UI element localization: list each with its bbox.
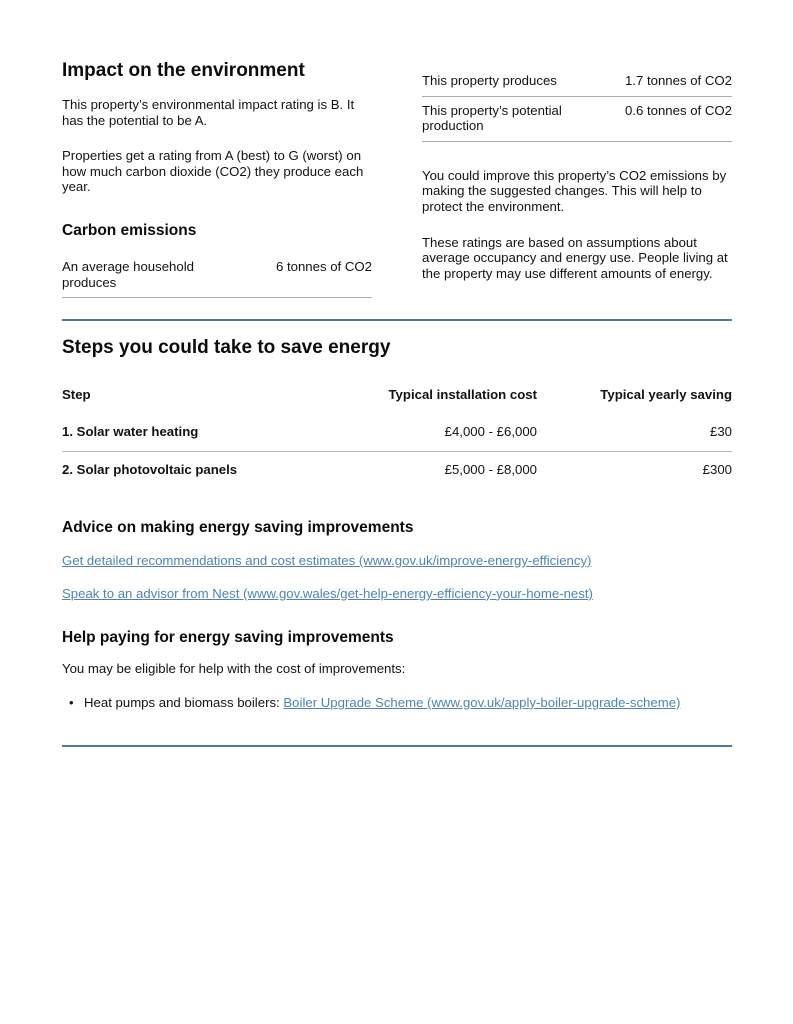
table-row — [422, 67, 732, 96]
environment-right-column — [422, 60, 732, 301]
environment-rating-explain-paragraph: Properties get a rating from A (best) to G (worst) on how much carbon dioxide (CO2) they produce each year. — [62, 148, 364, 195]
steps-column-header-saving: Typical yearly saving — [600, 387, 732, 403]
advice-title: Advice on making energy saving improvements — [62, 519, 414, 537]
table-row — [422, 96, 732, 141]
carbon-emissions-title: Carbon emissions — [62, 221, 197, 239]
nest-advisor-link[interactable]: Speak to an advisor from Nest (www.gov.wales/get-help-energy-efficiency-your-home-nest) — [62, 585, 593, 601]
help-item-prefix: Heat pumps and biomass boilers: — [84, 694, 284, 710]
step-saving: £300 — [702, 461, 732, 477]
step-name: 2. Solar photovoltaic panels — [62, 461, 238, 477]
bottom-divider-rule — [62, 745, 732, 747]
property-produces-label: This property produces — [422, 67, 597, 96]
help-intro-paragraph: You may be eligible for help with the cost of improvements: — [62, 661, 406, 677]
environment-title: Impact on the environment — [62, 60, 305, 81]
boiler-upgrade-scheme-link[interactable]: Boiler Upgrade Scheme (www.gov.uk/apply-boiler-upgrade-scheme) — [283, 694, 681, 710]
list-item — [69, 695, 732, 711]
property-potential-value: 0.6 tonnes of CO2 — [597, 96, 732, 141]
recommendations-link[interactable]: Get detailed recommendations and cost estimates (www.gov.uk/improve-energy-efficiency) — [62, 553, 592, 569]
section-divider-rule — [62, 319, 732, 321]
table-row — [62, 451, 732, 488]
step-saving: £30 — [537, 414, 732, 451]
average-household-value: 6 tonnes of CO2 — [237, 253, 372, 298]
bullet-icon: • — [69, 694, 74, 710]
average-household-label: An average household produces — [62, 253, 237, 298]
environment-section — [62, 60, 732, 301]
property-produces-value: 1.7 tonnes of CO2 — [597, 67, 732, 96]
advice-link-line — [62, 586, 732, 602]
help-title: Help paying for energy saving improvements — [62, 629, 394, 647]
step-cost: £4,000 - £6,000 — [377, 414, 537, 451]
environment-left-column — [62, 60, 372, 301]
advice-link-line — [62, 553, 732, 569]
environment-intro-paragraph: This property’s environmental impact rating is B. It has the potential to be A. — [62, 97, 355, 128]
steps-column-header-cost: Typical installation cost — [388, 387, 537, 403]
steps-table — [62, 387, 732, 488]
improve-note-paragraph: You could improve this property’s CO2 emissions by making the suggested changes. This will help to protect the environment. — [422, 167, 727, 214]
property-potential-label: This property’s potential production — [422, 96, 597, 141]
property-emissions-table — [422, 67, 732, 142]
help-list — [62, 695, 732, 711]
step-name: 1. Solar water heating — [62, 414, 377, 451]
table-row — [62, 253, 372, 298]
steps-column-header-step: Step — [62, 387, 91, 403]
step-cost: £5,000 - £8,000 — [444, 461, 537, 477]
assumptions-note-paragraph: These ratings are based on assumptions about average occupancy and energy use. People living at the property may use different amounts of energy. — [422, 234, 728, 281]
steps-title: Steps you could take to save energy — [62, 337, 391, 359]
average-household-table — [62, 253, 372, 298]
table-row — [62, 414, 732, 451]
steps-table-header-row — [62, 387, 732, 414]
